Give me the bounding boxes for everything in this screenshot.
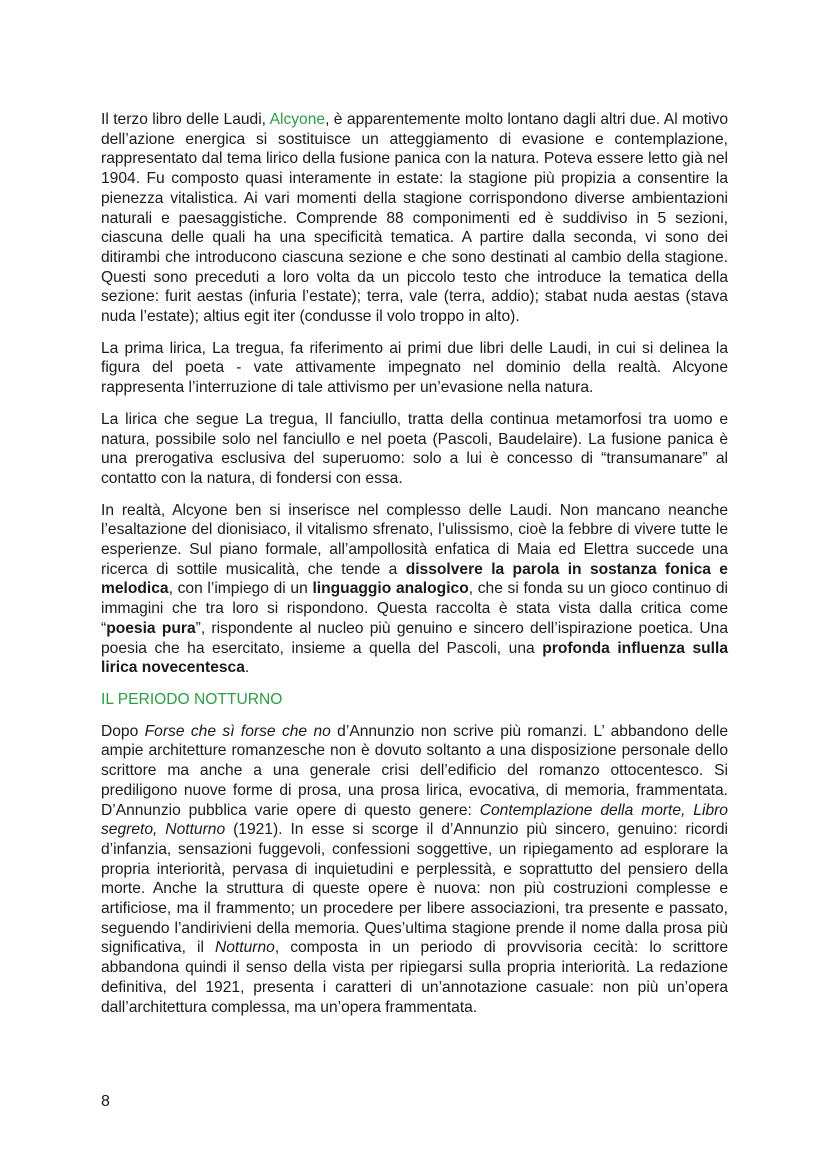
bold-text: poesia pura <box>106 619 196 637</box>
bold-text: linguaggio analogico <box>312 580 469 598</box>
text-span: Il terzo libro delle Laudi, <box>101 111 270 128</box>
page-number: 8 <box>101 1093 110 1110</box>
text-span: . <box>244 659 250 677</box>
paragraph-alcyone-intro <box>101 110 728 327</box>
italic-title: Contemplazione della morte, Libro segreto, Notturno <box>101 801 728 839</box>
text-span: ”, rispondente al nucleo più genuino e sincero dell’ispirazione poetica. Una poesia che ha esercitato, insieme a quella del Pascoli, una <box>101 619 729 657</box>
bold-text: dissolvere la parola in sostanza fonica e melodica <box>101 560 728 598</box>
paragraph-periodo-notturno <box>101 722 728 1018</box>
text-span: d’Annunzio non scrive più romanzi. L’ abbandono delle ampie architetture romanzesche non è dovuto soltanto a una disposizione personale dello scrittore ma anche a una generale crisi dell’edificio del romanzo ottocentesco. Si prediligono nuove forme di prosa, una prosa lirica, evocativa, di memoria, frammentata. D’Annunzio pubblica varie opere di questo genere: <box>101 722 728 819</box>
page-body <box>101 110 728 1029</box>
text-span: , è apparentemente molto lontano dagli altri due. Al motivo dell’azione energica si sostituisce un atteggiamento di evasione e contemplazione, rappresentato dal tema lirico della fusione panica con la natura. Poteva essere letto già nel 1904. Fu composto quasi interamente in estate: la stagione più propizia a consentire la pienezza vitalistica. Ai vari momenti della stagione corrispondono diverse ambientazioni naturali e paesaggistiche. Comprende 88 componimenti ed è suddiviso in 5 sezioni, ciascuna delle quali ha una specificità tematica. A partire dalla seconda, vi sono dei ditirambi che introducono ciascuna sezione e che sono destinati al cambio della stagione. Questi sono preceduti a loro volta da un piccolo testo che introduce la tematica della sezione: furit aestas (infuria l’estate); terra, vale (terra, addio); stabat nuda aestas (stava nuda l’estate); altius egit iter (condusse il volo troppo in alto). <box>101 111 729 326</box>
text-span: , composta in un periodo di provvisoria cecità: lo scrittore abbandona quindi il senso della vista per ripiegarsi sulla propria interiorità. La redazione definitiva, del 1921, presenta i caratteri di un’annotazione casuale: non più un’opera dall’architettura complessa, ma un’opera frammentata. <box>101 939 729 1016</box>
text-span: , che si fonda su un gioco continuo di immagini che tra loro si rispondono. Questa raccolta è stata vista dalla critica come “ <box>101 580 729 637</box>
text-span: , con l’impiego di un <box>168 580 313 598</box>
text-span: (1921). In esse si scorge il d’Annunzio più sincero, genuino: ricordi d’infanzia, sensazioni fuggevoli, confessioni soggettive, un ripiegamento ad esplorare la propria interiorità, pervasa di inquietudini e perplessità, e soprattutto del pensiero della morte. Anche la struttura di queste opere è nuova: non più costruzioni complesse e artificiose, ma il frammento; un procedere per libere associazioni, tra presente e passato, seguendo l’andirivieni della memoria. Ques’ultima stagione prende il nome dalla prosa più significativa, il <box>101 821 728 957</box>
paragraph-la-tregua: La prima lirica, La tregua, fa riferimento ai primi due libri delle Laudi, in cui si delinea la figura del poeta - vate attivamente impegnato nel dominio della realtà. Alcyone rappresenta l’interruzione di tale attivismo per un’evasione nella natura. <box>101 339 728 397</box>
paragraph-alcyone-laudi <box>101 501 728 678</box>
text-span: In realtà, Alcyone ben si inserisce nel complesso delle Laudi. Non mancano neanche l’esaltazione del dionisiaco, il vitalismo sfrenato, l’ulissismo, cioè la febbre di vivere tutte le esperienze. Sul piano formale, all’ampollosità enfatica di Maia ed Elettra succede una ricerca di sottile musicalità, che tende a <box>101 501 728 578</box>
italic-title: Forse che sì forse che no <box>144 722 331 740</box>
italic-title: Notturno <box>215 939 275 957</box>
bold-text: profonda influenza sulla lirica novecentesca <box>101 639 729 677</box>
section-heading: IL PERIODO NOTTURNO <box>101 690 283 708</box>
alcyone-link[interactable]: Alcyone <box>269 111 326 128</box>
paragraph-il-fanciullo: La lirica che segue La tregua, Il fanciullo, tratta della continua metamorfosi tra uomo e natura, possibile solo nel fanciullo e nel poeta (Pascoli, Baudelaire). La fusione panica è una prerogativa esclusiva del superuomo: solo a lui è concesso di “transumanare” al contatto con la natura, di fondersi con essa. <box>101 410 728 487</box>
text-span: Dopo <box>101 722 145 740</box>
